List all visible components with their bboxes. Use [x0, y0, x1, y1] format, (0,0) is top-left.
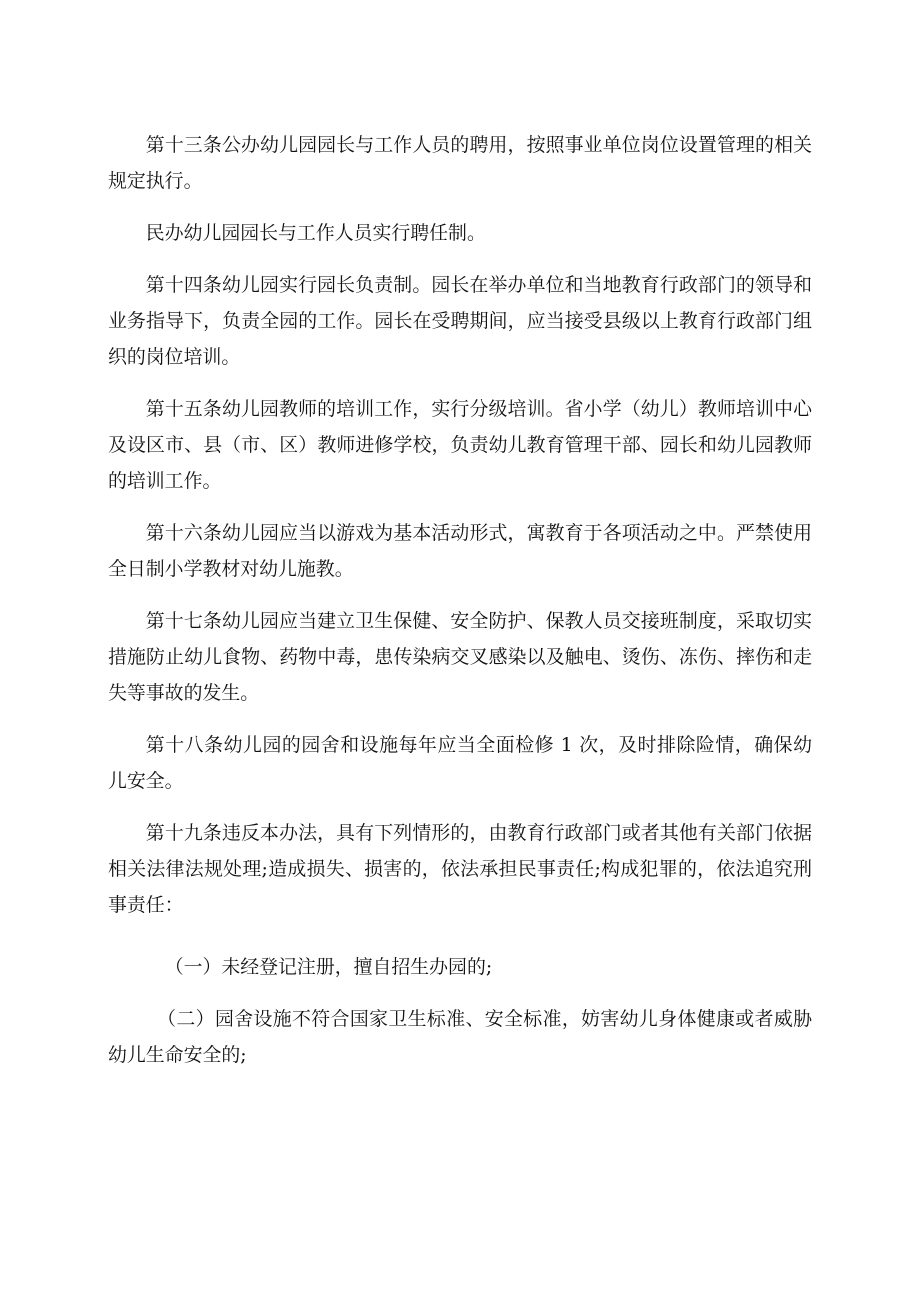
- article-13-paragraph: 第十三条公办幼儿园园长与工作人员的聘用，按照事业单位岗位设置管理的相关规定执行。: [108, 134, 812, 192]
- article-19-item-2: （二）园舍设施不符合国家卫生标准、安全标准，妨害幼儿身体健康或者威胁幼儿生命安全的;: [108, 1008, 812, 1066]
- article-17-paragraph: 第十七条幼儿园应当建立卫生保健、安全防护、保教人员交接班制度，采取切实措施防止幼儿食物、药物中毒，患传染病交叉感染以及触电、烫伤、冻伤、摔伤和走失等事故的发生。: [108, 610, 812, 704]
- article-19-paragraph: 第十九条违反本办法，具有下列情形的，由教育行政部门或者其他有关部门依据相关法律法规处理;造成损失、损害的，依法承担民事责任;构成犯罪的，依法追究刑事责任：: [108, 822, 812, 916]
- article-15-paragraph: 第十五条幼儿园教师的培训工作，实行分级培训。省小学（幼儿）教师培训中心及设区市、县（市、区）教师进修学校，负责幼儿教育管理干部、园长和幼儿园教师的培训工作。: [108, 398, 812, 492]
- article-18-paragraph: 第十八条幼儿园的园舍和设施每年应当全面检修 1 次，及时排除险情，确保幼儿安全。: [108, 734, 812, 792]
- article-14-paragraph: 第十四条幼儿园实行园长负责制。园长在举办单位和当地教育行政部门的领导和业务指导下，负责全园的工作。园长在受聘期间，应当接受县级以上教育行政部门组织的岗位培训。: [108, 274, 812, 368]
- private-kindergarten-paragraph: 民办幼儿园园长与工作人员实行聘任制。: [145, 222, 486, 244]
- article-16-paragraph: 第十六条幼儿园应当以游戏为基本活动形式，寓教育于各项活动之中。严禁使用全日制小学教材对幼儿施教。: [108, 522, 812, 580]
- article-19-item-1: （一）未经登记注册，擅自招生办园的;: [164, 956, 493, 978]
- document-page: [108, 127, 812, 1089]
